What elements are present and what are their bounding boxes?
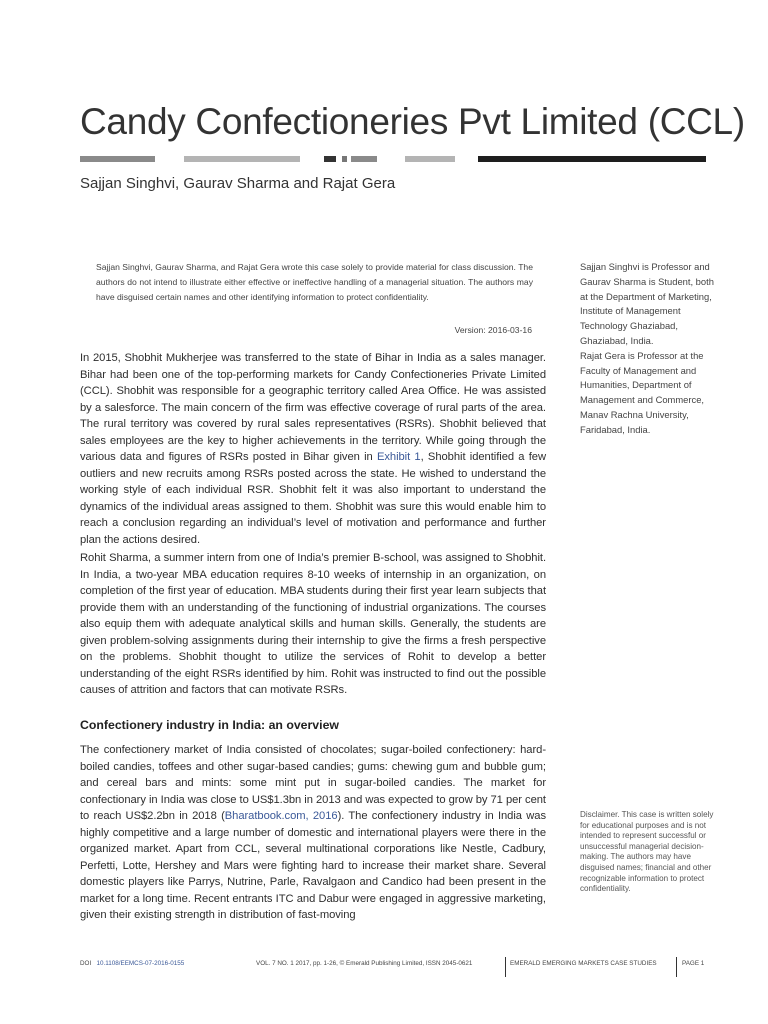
disclaimer-note: Disclaimer. This case is written solely for educational purposes and is not intended to represent successful or unsuccessful managerial decision-making. The authors may have disguised names; financial and other recognizable information to protect confidentiality. <box>580 810 714 894</box>
exhibit-1-link[interactable]: Exhibit 1 <box>376 451 421 463</box>
body-paragraph-1 <box>80 350 546 548</box>
title-rule-segment <box>478 156 706 162</box>
body-paragraph-2: Rohit Sharma, a summer intern from one of India’s premier B-school, was assigned to Shobhit. In India, a two-year MBA education requires 8-10 weeks of internship in an organization, on completion of the first year of education. MBA students during their first year learn subjects that provide them with an understanding of the functioning of industrial organizations. The courses also equip them with adequate analytical skills and human skills. Generally, the students are given problem-solving assignments during their internship to give the firms a fresh perspective on the problems. Shobhit thought to utilize the services of Rohit to develop a better understanding of the eight RSRs identified by him. Rohit was instructed to find out the possible causes of attrition and factors that can motivate RSRs. <box>80 552 546 696</box>
doi-link[interactable]: 10.1108/EEMCS-07-2016-0155 <box>96 960 185 967</box>
page-footer <box>0 957 768 979</box>
title-rule-segment <box>405 156 455 162</box>
title-rule-segment <box>184 156 300 162</box>
body-text-segment: In 2015, Shobhit Mukherjee was transferred to the state of Bihar in India as a sales manager. Bihar had been one of the top-performing markets for Candy Confectioneries Private Limited (CCL). Shobhit was responsible for a geographic territory called Area Office. He was assisted by a salesforce. The main concern of the firm was effective coverage of rural parts of the area. The rural territory was covered by rural sales representatives (RSRs). Shobhit believed that sales employees are the key to higher achievements in the territory. While going through the various data and figures of RSRs posted in Bihar given in <box>80 352 546 463</box>
section-heading: Confectionery industry in India: an overview <box>80 718 339 732</box>
author-bio-singhvi-sharma: Sajjan Singhvi is Professor and Gaurav Sharma is Student, both at the Department of Marketing, Institute of Management Technology Ghaziabad, Ghaziabad, India. <box>580 261 714 346</box>
footer-page-number: PAGE 1 <box>682 960 705 967</box>
title-rule-segment <box>80 156 155 162</box>
title-rule-segment <box>351 156 377 162</box>
bharatbook-citation-link[interactable]: Bharatbook.com, 2016 <box>224 810 338 822</box>
footer-doi <box>80 960 184 967</box>
title-rule-segment <box>342 156 347 162</box>
footer-divider <box>505 957 506 977</box>
footer-volume-info: VOL. 7 NO. 1 2017, pp. 1-26, © Emerald Publishing Limited, ISSN 2045-0621 <box>256 960 473 967</box>
footer-journal-name: EMERALD EMERGING MARKETS CASE STUDIES <box>510 960 657 967</box>
author-bio-gera: Rajat Gera is Professor at the Faculty of Management and Humanities, Department of Management and Commerce, Manav Rachna University, Faridabad, India. <box>580 349 705 435</box>
body-paragraph-3 <box>80 742 546 924</box>
body-text-segment: , Shobhit identified a few outliers and new recruits among RSRs posted across the state. He wished to understand the working style of each individual RSR. Shobhit felt it was also important to understand the dynamics of the individual areas assigned to them. Shobhit was sure this would enable him to reach a conclusion regarding an individual’s level of motivation and performance and further plan the actions desired. <box>80 451 546 546</box>
footer-divider <box>676 957 677 977</box>
body-text-segment: ). The confectionery industry in India was highly competitive and a large number of domestic and international players were there in the organized market. Apart from CCL, several multinational corporations like Nestle, Cadbury, Perfetti, Lotte, Hershey and Mars were fighting hard to increase their market share. Several domestic players like Parrys, Nutrine, Parle, Ravalgaon and Candico had been present in the market for a long time. Recent entrants ITC and Dabur were engaged in aggressive marketing, given their existing strength in distribution of fast-moving <box>80 810 546 921</box>
doi-label: DOI <box>80 960 92 967</box>
author-bio-sidebar <box>580 260 720 438</box>
body-text-segment: The confectionery market of India consisted of chocolates; sugar-boiled confectionery: hard-boiled candies, toffees and other sugar-based candies; gums: chewing gum and bubble gum; and cereal bars and mints: some mint put in sugar-boiled candies. The market for confectionary in India was close to US$1.3bn in 2013 and was expected to grow by 71 per cent to reach US$2.2bn in 2018 ( <box>80 744 546 822</box>
title-rule-segment <box>324 156 336 162</box>
version-label: Version: 2016-03-16 <box>454 325 532 335</box>
author-list: Sajjan Singhvi, Gaurav Sharma and Rajat Gera <box>80 175 396 192</box>
case-intro-note: Sajjan Singhvi, Gaurav Sharma, and Rajat Gera wrote this case solely to provide material for class discussion. The authors do not intend to illustrate either effective or ineffective handling of a managerial situation. The authors may have disguised certain names and other identifying information to protect confidentiality. <box>96 262 533 302</box>
page-title: Candy Confectioneries Pvt Limited (CCL) <box>80 101 745 142</box>
